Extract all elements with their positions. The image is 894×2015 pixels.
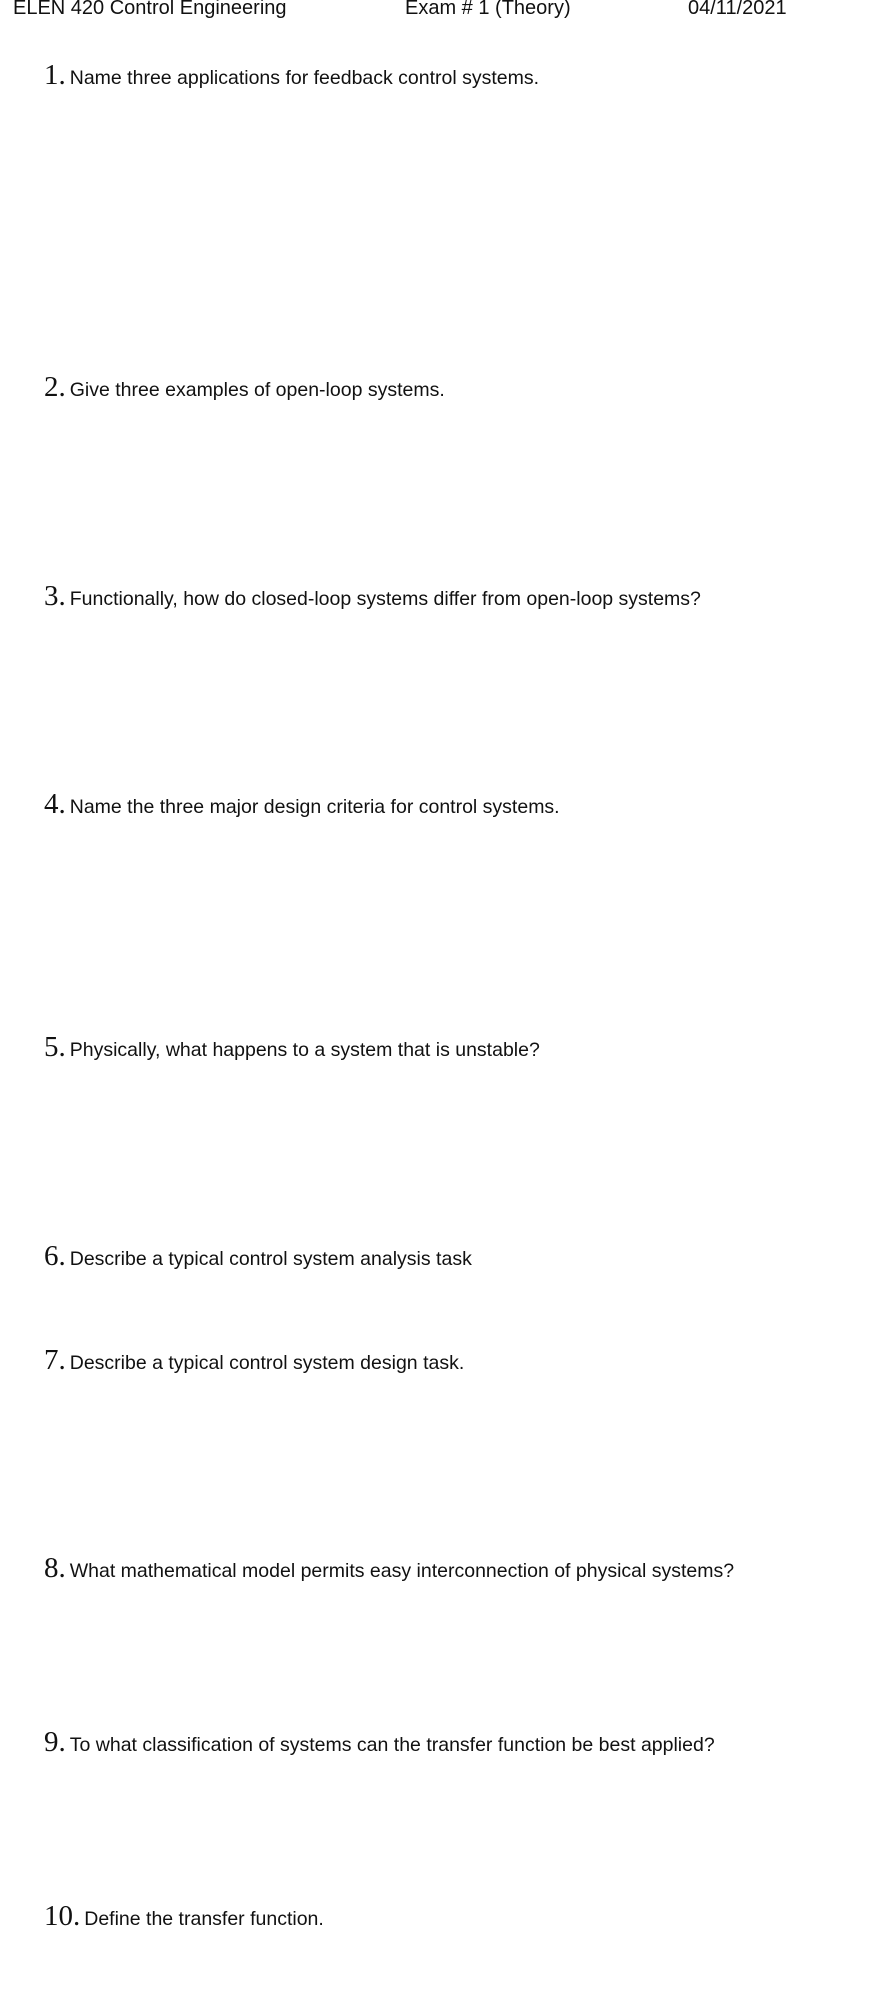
question-text: Functionally, how do closed-loop systems differ from open-loop systems? — [69, 588, 701, 610]
question-text: Describe a typical control system analysis task — [69, 1248, 472, 1270]
question-number: 8. — [44, 1552, 66, 1584]
question-number: 4. — [44, 788, 66, 820]
question-number: 10. — [44, 1900, 81, 1932]
question-3 — [44, 576, 701, 616]
question-number: 9. — [44, 1726, 66, 1758]
question-text: What mathematical model permits easy interconnection of physical systems? — [69, 1560, 735, 1582]
question-text: Name the three major design criteria for control systems. — [69, 796, 560, 818]
question-number: 6. — [44, 1240, 66, 1272]
question-6 — [44, 1236, 472, 1276]
question-text: Name three applications for feedback control systems. — [69, 67, 540, 89]
exam-header — [0, 0, 894, 22]
question-number: 5. — [44, 1031, 66, 1063]
question-text: Describe a typical control system design task. — [69, 1352, 465, 1374]
question-4 — [44, 784, 560, 824]
question-10 — [44, 1896, 324, 1936]
course-title: ELEN 420 Control Engineering — [13, 0, 287, 19]
question-1 — [44, 55, 539, 95]
question-text: To what classification of systems can the transfer function be best applied? — [69, 1734, 715, 1756]
question-9 — [44, 1722, 715, 1762]
exam-title: Exam # 1 (Theory) — [405, 0, 571, 19]
exam-date: 04/11/2021 — [688, 0, 787, 19]
question-number: 1. — [44, 59, 66, 91]
question-number: 2. — [44, 371, 66, 403]
question-text: Physically, what happens to a system that is unstable? — [69, 1039, 540, 1061]
question-number: 3. — [44, 580, 66, 612]
question-7 — [44, 1340, 464, 1380]
question-5 — [44, 1027, 540, 1067]
question-8 — [44, 1548, 734, 1588]
question-2 — [44, 367, 445, 407]
question-number: 7. — [44, 1344, 66, 1376]
question-text: Give three examples of open-loop systems. — [69, 379, 445, 401]
question-text: Define the transfer function. — [84, 1908, 324, 1930]
